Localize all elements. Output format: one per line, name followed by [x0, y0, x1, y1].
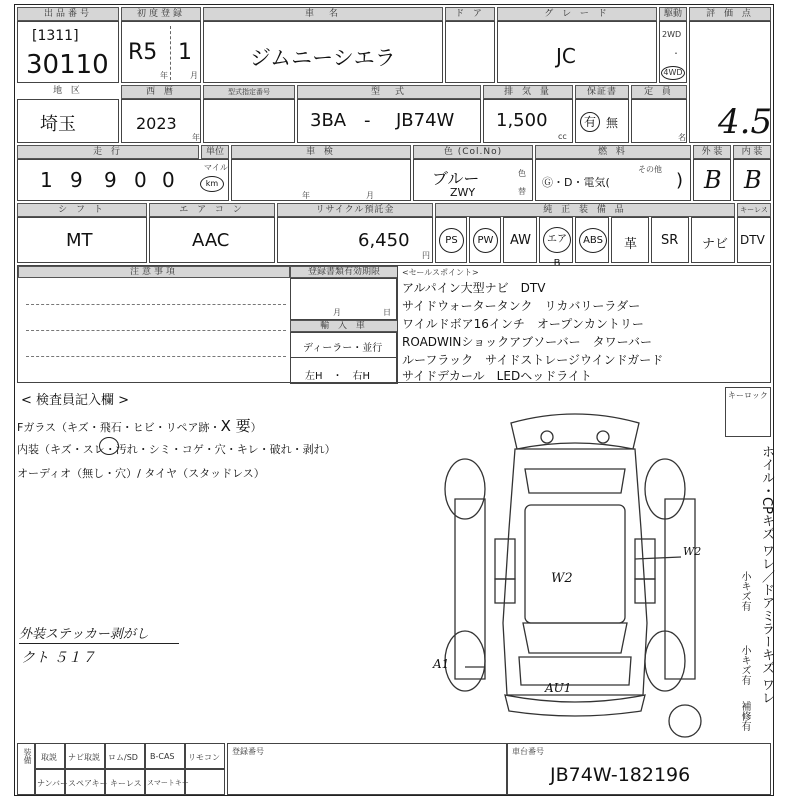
right-side — [665, 499, 695, 679]
vertical-note — [755, 445, 775, 704]
handwritten-underline — [19, 643, 179, 644]
import-header: 輸 入 車 — [290, 320, 398, 332]
sales-point-3: ワイルドボア16インチ オープンカントリー — [402, 317, 644, 331]
year-cell — [121, 99, 201, 143]
equip-sr — [651, 217, 689, 263]
left-side — [455, 499, 485, 679]
equip-abs-label: ABS — [583, 235, 603, 246]
model-dash: - — [364, 110, 371, 131]
reg-deadline-day: 日 — [383, 308, 391, 317]
import-cell — [290, 332, 398, 384]
first-reg-month: 1 — [178, 40, 192, 65]
fuel-header: 燃 料 — [535, 145, 691, 159]
reg-number-label: 登録番号 — [232, 747, 264, 756]
equip-pw — [469, 217, 501, 263]
warranty-no: 無 — [606, 116, 619, 130]
bottom-item-8 — [105, 769, 145, 795]
equip-pw-label: PW — [477, 235, 494, 246]
shift-value: MT — [66, 230, 93, 251]
mileage-digit-5: 0 — [162, 168, 175, 192]
equip-leather-label: 革 — [624, 237, 638, 252]
equip-navi — [691, 217, 735, 263]
capacity-unit: 名 — [678, 133, 686, 142]
bottom-item-7 — [65, 769, 108, 795]
notes-line-1 — [26, 304, 286, 305]
import-steering: 左H ・ 右H — [305, 371, 371, 382]
notes-box — [17, 265, 397, 383]
notes-line-3 — [26, 356, 286, 357]
inspection-year-unit: 年 — [302, 191, 310, 200]
drive-header: 駆動 — [659, 7, 687, 21]
equip-aw — [503, 217, 537, 263]
bottom-item-4 — [145, 743, 185, 769]
grade-header: グ レ ー ド — [497, 7, 657, 21]
bottom-item-4-text: B-CAS — [150, 752, 175, 761]
model-prefix: 3BA — [310, 110, 347, 131]
interior-scuff-mark — [99, 437, 119, 455]
inspection-cell — [231, 159, 411, 201]
bottom-equip-label — [17, 743, 35, 795]
first-reg-era: R5 — [128, 40, 158, 65]
reg-number-cell — [227, 743, 507, 795]
equip-airbag — [539, 217, 573, 269]
sales-point-2: サイドウォータータンク リカバリーラダー — [402, 299, 641, 313]
notes-header: 注意事項 — [18, 266, 290, 278]
bottom-item-3-text: ロム/SD — [108, 753, 138, 762]
inspector-fglass-mark: X 要 — [220, 417, 251, 435]
equip-navi-label: ナビ — [702, 237, 729, 252]
bottom-item-9-text: スマートキー — [147, 779, 189, 787]
color-label-a: 色 — [518, 169, 526, 178]
drive-2wd: 2WD — [662, 30, 682, 39]
sales-points-header: <セールスポイント> — [402, 268, 479, 277]
equip-abs-circle — [579, 228, 607, 253]
notes-line-2 — [26, 330, 286, 331]
sales-points-box — [397, 265, 771, 383]
wheel-front-left — [445, 631, 485, 691]
ext-score: B — [704, 166, 722, 194]
model-cell — [297, 99, 481, 143]
mileage-cell — [17, 159, 229, 201]
mileage-digit-1: 1 — [40, 168, 53, 192]
front-bumper — [505, 695, 645, 716]
first-reg-cell — [121, 21, 201, 83]
spare-hub-left — [541, 431, 553, 443]
inspection-month-unit: 月 — [366, 191, 374, 200]
rear-window — [525, 469, 625, 493]
equip-airbag-label: エアB — [547, 234, 567, 269]
inspector-fglass-end: ） — [250, 421, 262, 434]
vertical-note-small-1-text: 小キズ有 — [739, 571, 750, 611]
sales-point-5: ルーフラック サイドストレージウインドガード — [402, 353, 664, 367]
car-name-cell — [203, 21, 443, 83]
fuel-options: Ⓖ・D・電気( — [542, 176, 610, 189]
mileage-unit-km: km — [205, 179, 219, 188]
bottom-item-3 — [105, 743, 145, 769]
car-name: ジムニーシエラ — [250, 46, 396, 70]
key-lock-label: キーロック — [728, 391, 768, 400]
first-reg-month-unit: 月 — [190, 71, 198, 80]
displacement-unit: cc — [558, 132, 567, 141]
vertical-note-main: ホイル・CPキズ ワレ／ドアミラーキズ ワレ — [759, 445, 774, 705]
diagram-a1: A1 — [433, 657, 450, 671]
bottom-equip-label-text: 装備 — [23, 748, 32, 764]
first-reg-year-unit: 年 — [160, 71, 168, 80]
car-name-header: 車 名 — [203, 7, 443, 21]
tire-circle — [669, 705, 701, 737]
displacement-cell — [483, 99, 573, 143]
color-header: 色 (Col.No) — [413, 145, 533, 159]
drive-cell — [659, 21, 687, 83]
drive-4wd: 4WD — [663, 68, 683, 77]
inspector-audio: オーディオ（無し・穴）/ タイヤ（スタッドレス） — [17, 467, 265, 480]
capacity-header: 定 員 — [631, 85, 687, 99]
w2-arrow-line — [635, 557, 681, 559]
bottom-item-7-text: スペアキー — [68, 779, 108, 788]
ext-header: 外 装 — [693, 145, 731, 159]
left-front-door — [495, 539, 515, 579]
equip-ps-label: PS — [445, 235, 458, 246]
ac-header: エ ア コ ン — [149, 203, 275, 217]
displacement-header: 排 気 量 — [483, 85, 573, 99]
vertical-note-small-1 — [737, 571, 752, 611]
chassis-cell — [507, 743, 771, 795]
equip-dtv — [737, 217, 771, 263]
fuel-close: ) — [676, 170, 684, 191]
chassis-number: JB74W-182196 — [550, 764, 691, 786]
score-cell — [689, 21, 771, 143]
warranty-yes: 有 — [583, 115, 596, 129]
bottom-item-8-text: キーレス — [110, 779, 142, 788]
diagram-w2-center: W2 — [551, 571, 573, 586]
ext-cell — [693, 159, 731, 201]
first-reg-header: 初度登録 — [121, 7, 201, 21]
lot-number: 30110 — [26, 50, 109, 80]
bottom-item-2 — [65, 743, 105, 769]
lot-cell — [17, 21, 119, 83]
drive-dot: ・ — [672, 49, 680, 58]
model-code: JB74W — [396, 110, 455, 131]
inspection-header: 車 検 — [231, 145, 411, 159]
int-score: B — [744, 166, 762, 194]
bottom-item-1 — [35, 743, 65, 769]
area-value: 埼玉 — [40, 114, 76, 135]
int-cell — [733, 159, 771, 201]
type-designation-cell — [203, 99, 295, 143]
spare-wheel — [511, 414, 639, 449]
inspector-title: < 検査員記入欄 > — [21, 393, 130, 408]
mileage-digit-4: 0 — [134, 168, 147, 192]
handwritten-note-2: クト ５１７ — [21, 650, 96, 666]
vertical-note-small-2-text: 小キズ有 — [739, 645, 750, 685]
sales-point-1: アルパイン大型ナビ DTV — [402, 281, 546, 295]
reg-deadline-cell — [290, 278, 398, 320]
fuel-cell — [535, 159, 691, 201]
key-lock-box — [725, 387, 771, 437]
hood — [519, 657, 631, 685]
grade-value: JC — [556, 44, 576, 68]
year-value: 2023 — [136, 114, 177, 133]
bottom-item-2-text: ナビ取説 — [68, 753, 100, 762]
bottom-item-5 — [185, 743, 225, 769]
mileage-digit-3: 9 — [104, 168, 117, 192]
grade-cell — [497, 21, 657, 83]
door-cell — [445, 21, 495, 83]
bottom-item-5-text: リモコン — [188, 753, 220, 762]
handwritten-note-1: 外装ステッカー剥がし — [19, 627, 149, 642]
reg-deadline-month: 月 — [333, 308, 341, 317]
equip-pw-circle — [473, 228, 498, 253]
color-code: ZWY — [450, 186, 476, 199]
sales-point-6: サイドデカール LEDヘッドライト — [402, 369, 592, 383]
warranty-cell — [575, 99, 629, 143]
score-value: 4.5 — [718, 102, 773, 142]
bottom-item-9 — [145, 769, 189, 795]
equip-sr-label: SR — [661, 233, 679, 248]
equip-airbag-circle — [543, 227, 571, 269]
mileage-digit-2: 9 — [70, 168, 83, 192]
area-cell — [17, 99, 119, 143]
inspector-interior: 内装（キズ・スレ・汚れ・シミ・コゲ・穴・キレ・破れ・剥れ） — [17, 443, 336, 456]
drive-4wd-circle — [661, 66, 685, 80]
shift-cell — [17, 217, 147, 263]
bottom-item-6-text: ナンバー — [37, 779, 69, 788]
ac-value: AAC — [192, 230, 230, 251]
recycle-header: リサイクル預託金 — [277, 203, 433, 217]
spare-hub-right — [597, 431, 609, 443]
door-header: ド ア — [445, 7, 495, 21]
year-unit: 年 — [192, 133, 200, 142]
sales-point-4: ROADWINショックアブソーバー タワーバー — [402, 335, 652, 349]
mileage-unit-header: 単位 — [201, 145, 229, 159]
model-header: 型 式 — [297, 85, 481, 99]
windshield — [523, 623, 627, 653]
fuel-other: その他 — [638, 165, 662, 174]
lot-code: [1311] — [32, 28, 79, 44]
import-dealer: ディーラー・並行 — [303, 343, 383, 354]
color-cell — [413, 159, 533, 201]
equipment-header: 純 正 装 備 品 — [435, 203, 735, 217]
color-label-b: 替 — [518, 187, 526, 196]
year-header: 西 暦 — [121, 85, 201, 99]
equip-leather — [611, 217, 649, 263]
equip-aw-label: AW — [510, 233, 532, 248]
warranty-header: 保証書 — [575, 85, 629, 99]
color-name: ブルー — [432, 169, 480, 188]
diagram-w2-right: W2 — [683, 545, 702, 558]
score-header: 評 価 点 — [689, 7, 771, 21]
roof — [525, 505, 625, 623]
int-header: 内 装 — [733, 145, 771, 159]
bottom-item-blank — [185, 769, 225, 795]
first-reg-divider — [170, 26, 171, 80]
capacity-cell — [631, 99, 687, 143]
equip-abs — [575, 217, 609, 263]
mileage-unit-mile: マイル — [204, 163, 228, 172]
keyless-header: キーレス — [737, 203, 771, 217]
equip-ps — [435, 217, 467, 263]
bottom-item-6 — [35, 769, 69, 795]
recycle-unit: 円 — [422, 251, 430, 260]
lot-header: 出品番号 — [17, 7, 119, 21]
recycle-value: 6,450 — [358, 230, 410, 251]
vertical-note-small-3 — [737, 701, 752, 731]
vertical-note-small-3-text: 補修有 — [739, 701, 750, 731]
inspector-line-1 — [17, 415, 262, 436]
vertical-note-small-2 — [737, 645, 752, 685]
import-divider — [291, 357, 397, 358]
area-header: 地 区 — [17, 85, 119, 99]
equip-ps-circle — [439, 228, 464, 253]
displacement-value: 1,500 — [496, 110, 548, 131]
recycle-cell — [277, 217, 433, 263]
equip-dtv-label: DTV — [740, 233, 765, 247]
diagram-au1: AU1 — [545, 681, 572, 695]
wheel-rear-left — [445, 459, 485, 519]
shift-header: シ フ ト — [17, 203, 147, 217]
reg-deadline-header: 登録書類有効期限 — [290, 266, 398, 278]
inspector-fglass: Fガラス（キズ・飛石・ヒビ・リペア跡・ — [17, 421, 221, 434]
ac-cell — [149, 217, 275, 263]
mileage-km-circle — [200, 176, 224, 192]
auction-sheet — [14, 4, 774, 796]
bottom-item-1-text: 取説 — [41, 753, 57, 762]
chassis-label: 車台番号 — [512, 747, 544, 756]
warranty-yes-circle — [580, 112, 600, 132]
type-designation-header: 型式指定番号 — [203, 85, 295, 99]
mileage-header: 走 行 — [17, 145, 199, 159]
